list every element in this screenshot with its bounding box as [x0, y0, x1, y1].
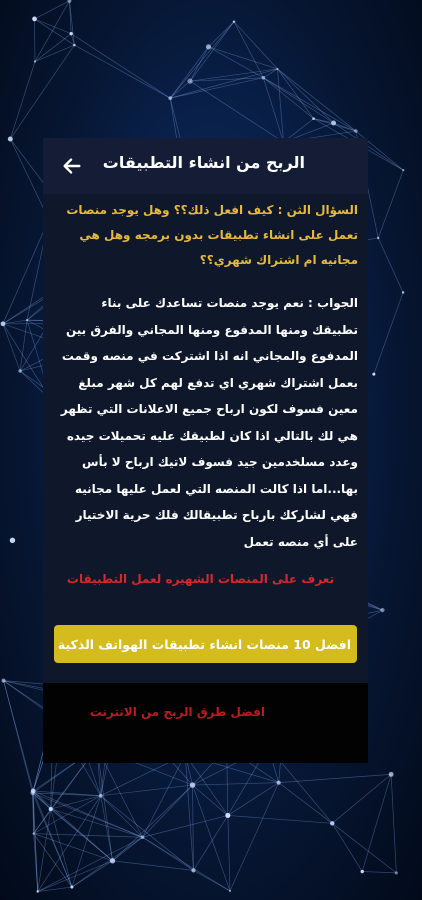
network-node — [276, 68, 278, 70]
network-line — [35, 19, 72, 34]
network-node — [402, 291, 404, 293]
arrow-left-icon[interactable] — [61, 155, 83, 177]
network-node — [26, 319, 28, 321]
network-node — [70, 886, 73, 889]
network-node — [141, 835, 145, 839]
platforms-button[interactable]: افضل 10 منصات انشاء تطبيقات الهواتف الذكية — [54, 625, 357, 663]
network-line — [10, 45, 74, 139]
network-line — [74, 45, 170, 98]
network-line — [72, 837, 143, 887]
network-node — [402, 169, 404, 171]
network-line — [332, 823, 362, 871]
network-line — [170, 47, 208, 98]
network-node — [30, 791, 34, 795]
network-node — [380, 608, 384, 612]
network-line — [38, 837, 143, 891]
network-node — [2, 679, 6, 683]
network-node — [330, 821, 334, 825]
section-heading: تعرف على المنصات الشهيره لعمل التطبيقات — [66, 572, 335, 586]
network-line — [143, 755, 186, 838]
internet-profit-link[interactable]: افضل طرق الربح من الانترنت — [89, 705, 265, 719]
network-line — [170, 78, 263, 98]
network-node — [73, 44, 76, 47]
network-line — [190, 22, 234, 81]
network-line — [279, 783, 333, 824]
network-line — [378, 238, 403, 292]
question-text: السؤال الثن : كيف افعل ذلك؟؟ وهل يوجد منصات تعمل على انشاء تطبيقات بدون برمجه وهل هي مجانيه ام اشتراك شهري؟؟ — [66, 203, 358, 267]
network-line — [208, 22, 234, 47]
network-node — [67, 0, 71, 3]
network-node — [99, 794, 103, 798]
network-node — [206, 44, 211, 49]
bottom-section — [43, 683, 368, 763]
network-line — [277, 69, 283, 142]
network-node — [190, 782, 195, 787]
network-line — [279, 774, 391, 782]
network-line — [20, 320, 27, 371]
content-card — [43, 138, 368, 763]
network-node — [8, 137, 13, 142]
network-node — [32, 17, 37, 22]
network-line — [10, 62, 35, 139]
network-line — [143, 815, 228, 837]
network-node — [277, 781, 281, 785]
network-line — [362, 872, 396, 873]
network-line — [378, 170, 403, 238]
network-line — [193, 815, 227, 870]
network-line — [170, 22, 234, 98]
network-line — [374, 292, 403, 374]
network-line — [190, 47, 208, 81]
network-node — [225, 813, 230, 818]
network-line — [362, 774, 391, 871]
network-node — [32, 832, 34, 834]
network-line — [228, 815, 230, 890]
page-title: الربح من انشاء التطبيقات — [102, 153, 305, 172]
app-bar — [43, 138, 368, 194]
network-node — [34, 60, 36, 62]
network-node — [312, 117, 315, 120]
network-node — [233, 20, 235, 22]
network-line — [33, 793, 51, 809]
network-line — [38, 861, 113, 892]
network-node — [18, 369, 21, 372]
network-line — [228, 815, 332, 823]
network-node — [377, 237, 379, 239]
network-line — [71, 34, 170, 98]
network-node — [10, 538, 15, 543]
network-line — [51, 809, 113, 861]
network-line — [193, 870, 230, 891]
network-line — [263, 78, 333, 123]
network-node — [372, 373, 375, 376]
network-node — [262, 76, 266, 80]
network-line — [101, 785, 193, 796]
network-node — [69, 32, 72, 35]
network-node — [229, 890, 231, 892]
network-line — [3, 220, 49, 324]
network-line — [143, 837, 230, 891]
network-line — [69, 1, 74, 45]
network-line — [277, 69, 355, 131]
network-line — [332, 774, 391, 823]
network-node — [49, 807, 53, 811]
network-node — [187, 79, 192, 84]
network-node — [168, 96, 172, 100]
network-node — [331, 121, 336, 126]
network-node — [191, 868, 195, 872]
answer-text: الجواب : نعم يوجد منصات تساعدك على بناء تطبيقك ومنها المدفوع ومنها المجاني والفرق بين المدفوع والمجاني انه اذا اشتركت في منصه وقمت بعمل اشتراك شهري اي تدفع لهم كل شهر مبلغ معين فسوف لكون ارباح جميع الاعلانات التي تظهر هي لك بالتالي اذا كان لطبيقك عليه تحميلات جيده وعدد مسلخدمين جيد فسوف لاتيك ارباح لا بأس بها...اما اذا كالت المنصه التي لعمل عليها مجانيه فهي لشاركك بارباح تطبيقالك فلك حرية الاختيار على أي منصه تعمل — [60, 296, 358, 549]
network-line — [391, 774, 396, 873]
network-line — [334, 123, 356, 131]
network-node — [395, 871, 398, 874]
network-node — [361, 870, 364, 873]
network-line — [33, 793, 38, 892]
network-line — [143, 785, 193, 837]
network-node — [354, 129, 358, 133]
network-node — [1, 321, 6, 326]
network-node — [110, 858, 115, 863]
network-line — [113, 837, 143, 861]
network-line — [190, 81, 284, 142]
network-node — [389, 772, 394, 777]
network-line — [35, 19, 75, 45]
network-line — [113, 785, 193, 861]
network-node — [36, 890, 38, 892]
